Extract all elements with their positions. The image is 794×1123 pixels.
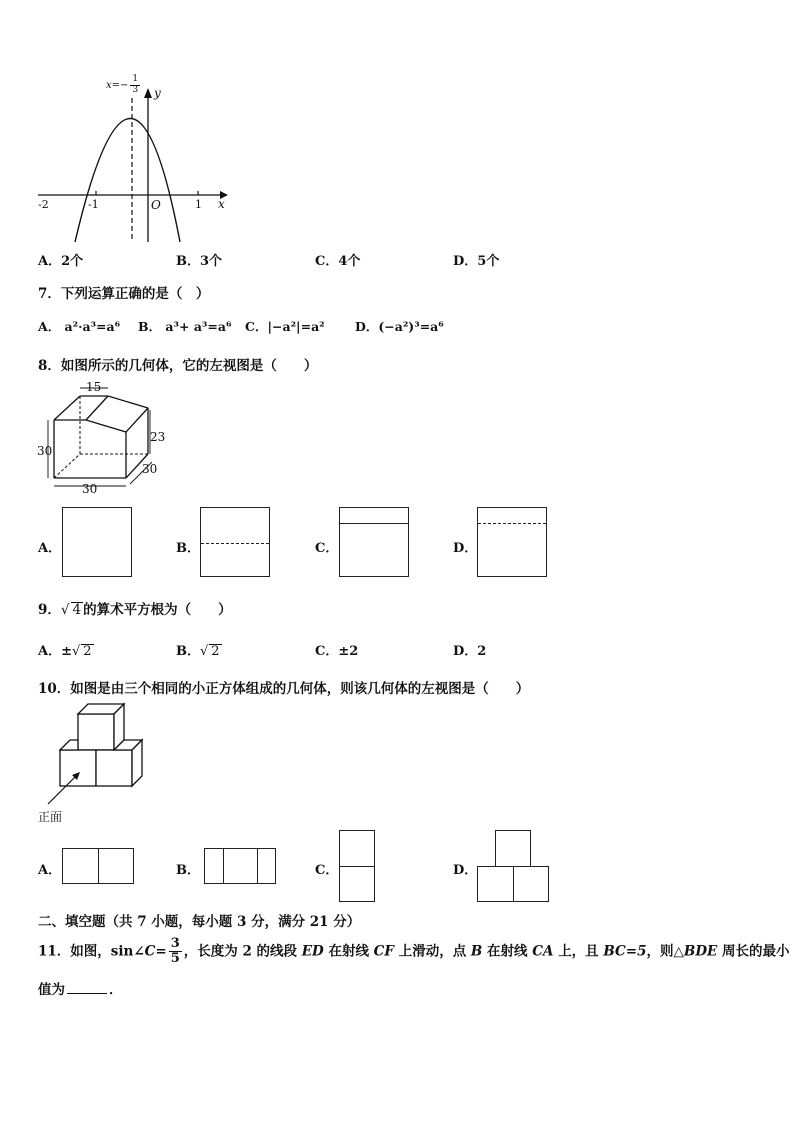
q10-option-d-label[interactable]: D． — [453, 863, 478, 878]
origin-label: O — [151, 198, 161, 212]
parabola-curve — [75, 119, 180, 243]
dashed-line — [478, 523, 546, 524]
divider-line — [513, 867, 514, 901]
q10-option-a-view[interactable] — [62, 848, 134, 884]
q9-radicand: 4 — [72, 602, 82, 618]
q6-option-d[interactable]: D．5个 — [453, 254, 500, 269]
q10-cube-figure — [36, 698, 156, 818]
q8-option-b-view[interactable] — [200, 507, 270, 577]
q9-option-d[interactable]: D．2 — [453, 644, 487, 659]
dashed-line — [201, 543, 269, 544]
divider-line — [257, 849, 258, 883]
q8-solid-figure — [36, 378, 166, 496]
q10-option-b-label[interactable]: B． — [176, 863, 200, 878]
q11-stem-line2: 值为 ． — [38, 982, 123, 998]
q6-option-a[interactable]: A．2个 — [38, 254, 84, 269]
q11-answer-blank[interactable] — [67, 993, 107, 994]
q8-option-a-view[interactable] — [62, 507, 132, 577]
q10-option-c-view[interactable] — [339, 830, 375, 902]
q6-option-c[interactable]: C．4个 — [315, 254, 361, 269]
q8-dim-30-left: 30 — [37, 444, 53, 458]
divider-line — [340, 866, 374, 867]
solid-line — [340, 523, 408, 524]
q10-option-d-top-square[interactable] — [495, 830, 531, 867]
q9-stem: 9．√ 4 的算术平方根为（ ） — [38, 602, 232, 618]
q7-option-b[interactable]: B． a³+ a³=a⁶ — [138, 319, 232, 334]
q8-stem: 8．如图所示的几何体，它的左视图是（ ） — [38, 358, 318, 374]
tick-label-1: 1 — [195, 198, 202, 211]
q7-option-a[interactable]: A． a²·a³=a⁶ — [38, 319, 121, 334]
q10-option-d-bottom[interactable] — [477, 866, 549, 902]
q9-option-b[interactable]: B．√ 2 — [176, 644, 220, 659]
q9-option-a[interactable]: A．±√ 2 — [38, 644, 92, 659]
q7-option-d[interactable]: D．(−a²)³=a⁶ — [355, 319, 444, 334]
axis-equation-label: x=− $\frac{1}{3}$ — [106, 74, 139, 95]
tick-label-neg1: -1 — [88, 198, 99, 211]
q8-option-b-label[interactable]: B． — [176, 541, 200, 556]
q10-option-a-label[interactable]: A． — [38, 863, 62, 878]
q6-option-b[interactable]: B．3个 — [176, 254, 223, 269]
q7-option-c[interactable]: C．|−a²|=a² — [245, 319, 325, 334]
q8-dim-30-right: 30 — [142, 462, 158, 476]
section-2-heading: 二、填空题（共 7 小题，每小题 3 分，满分 21 分） — [38, 914, 361, 930]
tick-label-neg2: -2 — [38, 198, 49, 211]
q8-dim-15: 15 — [86, 380, 102, 394]
q11-fraction: $\frac{3}{5}$ — [170, 936, 180, 967]
q8-option-a-label[interactable]: A． — [38, 541, 62, 556]
q11-stem-line1: 11．如图，sin∠C= $\frac{3}{5}$ ，长度为 2 的线段 ED 在射线 CF 上滑动，点 B 在射线 CA 上，且 BC=5，则△BDE 周长的最小 — [38, 936, 790, 967]
q10-option-b-view[interactable] — [204, 848, 276, 884]
q10-stem: 10．如图是由三个相同的小正方体组成的几何体，则该几何体的左视图是（ ） — [38, 681, 530, 697]
q7-stem: 7．下列运算正确的是（ ） — [38, 286, 210, 302]
q8-dim-23: 23 — [150, 430, 166, 444]
q8-option-d-view[interactable] — [477, 507, 547, 577]
q8-option-c-view[interactable] — [339, 507, 409, 577]
x-axis-label: x — [218, 197, 225, 211]
q10-front-label: 正面 — [38, 810, 63, 824]
divider-line — [98, 849, 99, 883]
q8-dim-30-bottom: 30 — [82, 482, 98, 496]
q10-option-c-label[interactable]: C． — [315, 863, 339, 878]
q9-option-c[interactable]: C．±2 — [315, 644, 359, 659]
y-axis-label: y — [154, 86, 161, 100]
q8-option-c-label[interactable]: C． — [315, 541, 339, 556]
divider-line — [223, 849, 224, 883]
q8-option-d-label[interactable]: D． — [453, 541, 478, 556]
parabola-graph — [30, 70, 240, 245]
